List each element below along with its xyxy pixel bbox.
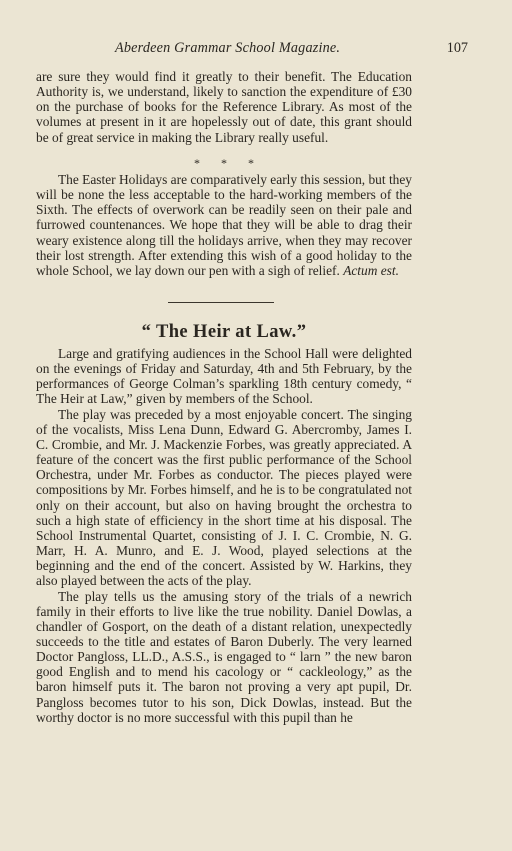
intro-section	[36, 69, 412, 145]
holidays-section	[36, 172, 412, 278]
running-header	[36, 40, 468, 60]
article-title: “ The Heir at Law.”	[141, 322, 307, 342]
holidays-text: The Easter Holidays are comparatively early this session, but they will be none the less acceptable to the hard-working members of the Sixth. The effects of overwork can be readily seen on their pale and furrowed countenances. We hope that they will be able to drag their weary existence along till the holidays arrive, when they may recover their lost strength. After extending this wish of a good holiday to the whole School, we lay down our pen with a sigh of relief.	[36, 172, 413, 278]
intro-paragraph-1: are sure they would find it greatly to their benefit. The Education Authority is, we understand, likely to sanction the expenditure of £30 on the purchase of books for the Reference Library. As most of the volumes at present in it are hopelessly out of date, this grant should be of great service in making the Library really useful.	[36, 69, 412, 145]
article-paragraph-1: Large and gratifying audiences in the School Hall were delighted on the evenings of Friday and Saturday, 4th and 5th February, by the performances of George Colman’s sparkling 18th century comedy, “ The Heir at Law,” given by members of the School.	[36, 346, 412, 407]
journal-title: Aberdeen Grammar School Magazine.	[115, 40, 341, 56]
article-paragraph-2: The play was preceded by a most enjoyable concert. The singing of the vocalists, Miss Lena Dunn, Edward G. Abercromby, James I. C. Crombie, and Mr. J. Mackenzie Forbes, was greatly appreciated. A feature of the concert was the first public performance of the School Orchestra, under Mr. Forbes as conductor. The pieces played were compositions by Mr. Forbes himself, and he is to be congratulated not only on their account, but also on having brought the orchestra to such a high state of efficiency in the short time at his disposal. The School Instrumental Quartet, consisting of J. I. C. Crombie, N. G. Marr, H. A. Munro, and E. J. Wood, played selections at the beginning and the end of the concert. Assisted by W. Harkins, they also played between the acts of the play.	[36, 406, 412, 589]
article-body	[36, 346, 412, 725]
intro-paragraph-2	[36, 172, 412, 278]
article-paragraph-3: The play tells us the amusing story of the trials of a newrich family in their efforts to live like the true nobility. Daniel Dowlas, a chandler of Gosport, on the death of a distant relation, unexpectedly succeeds to the title and estates of Baron Duberly. The very learned Doctor Pangloss, LL.D., A.S.S., is engaged to “ larn ” the new baron good English and to mend his cacology or “ cackleology,” as the baron himself puts it. The baron not proving a very apt pupil, Dr. Pangloss becomes tutor to his son, Dick Dowlas, instead. But the worthy doctor is no more successful with this pupil than he	[36, 588, 412, 725]
sign-off: Actum est.	[343, 262, 399, 278]
section-separator: * * *	[194, 156, 254, 170]
section-divider	[168, 302, 274, 303]
page-number: 107	[446, 40, 468, 56]
